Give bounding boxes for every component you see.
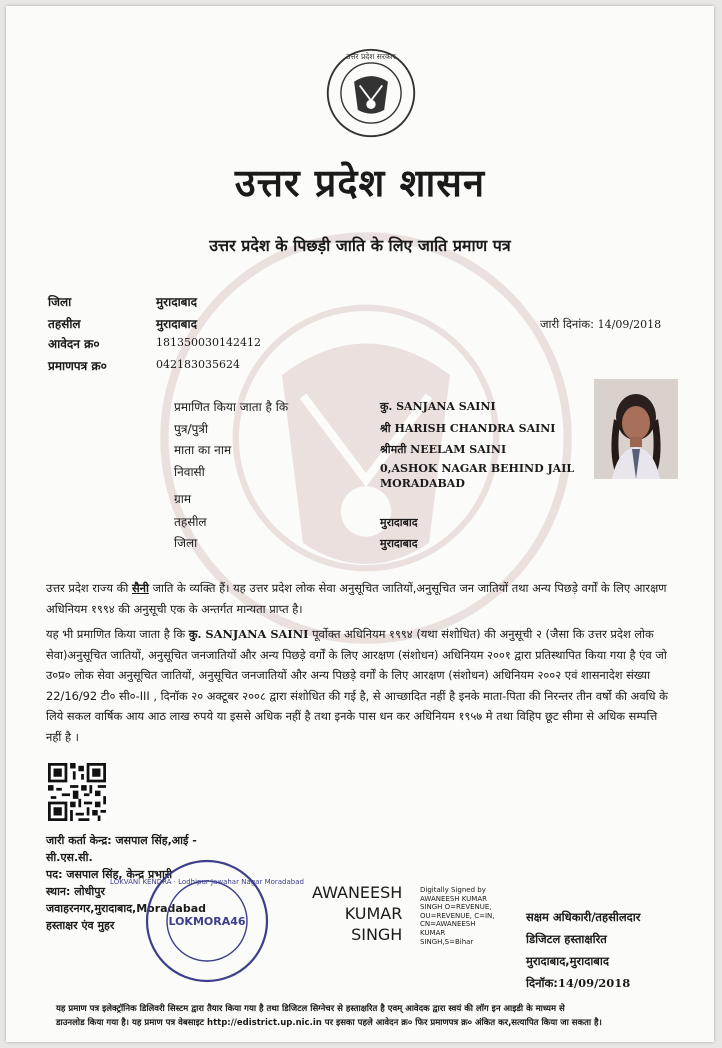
relation-label: पुत्र/पुत्री — [174, 422, 209, 436]
village-label: ग्राम — [174, 492, 192, 506]
issuer-centre-type: सी.एस.सी. — [46, 851, 93, 864]
issue-date — [540, 317, 661, 332]
applicant-name: कु. SANJANA SAINI — [380, 400, 496, 413]
digital-signature-details — [420, 886, 506, 946]
sig-detail-1: Digitally Signed by — [420, 886, 486, 894]
sig-detail-3: SINGH O=REVENUE, — [420, 903, 492, 912]
caste-name: सैनी — [131, 581, 149, 595]
authority-designation: सक्षम अधिकारी/तहसीलदार — [526, 910, 641, 924]
signer-line-1: AWANEESH — [312, 883, 403, 902]
seal-center-text: LOKMORA46 — [168, 915, 246, 928]
resident-label: निवासी — [174, 465, 205, 479]
digital-signer-name — [312, 882, 402, 945]
sig-detail-4: OU=REVENUE, C=IN, — [420, 911, 495, 920]
sig-detail-7: SINGH,S=Bihar — [420, 937, 474, 946]
certification-paragraph — [46, 624, 671, 747]
certificate-page — [6, 6, 714, 1042]
person-district-label: जिला — [174, 536, 198, 550]
tehsil-value: मुरादाबाद — [156, 317, 198, 331]
para1-text-a: उत्तर प्रदेश राज्य की — [46, 581, 132, 595]
mother-name: श्रीमती NEELAM SAINI — [380, 443, 507, 456]
person-tehsil-label: तहसील — [174, 515, 207, 529]
tehsil-label: तहसील — [48, 317, 81, 331]
seal-ring-text: LOKVANI KENDRA · Lodhipur Jawahar Nagar Moradabad — [110, 878, 304, 886]
person-district-value: मुरादाबाद — [380, 537, 418, 550]
certificate-number-label: प्रमाणपत्र क्र० — [48, 359, 107, 373]
application-label: आवेदन क्र० — [48, 337, 100, 351]
para2-text-b: पूर्वोक्त अधिनियम १९९४ (यथा संशोधित) की अनुसूची २ (जैसा कि उत्तर प्रदेश लोक सेवा)अनुसूचित जातियों, अनुसूचित जनजातियों और अन्य पिछड़े वर्गों के लिए आरक्षण (संशोधन) अधिनियम २००१ द्वारा प्रतिस्थापित किया गया है एंव जो उ०प्र० लोक सेवा अनुसूचित जातियों, अनुसूचित जनजातियों और अन्य पिछड़े वर्गों के लिए आरक्षण (संशोधन) अधिनियम २००२ एवं शासनादेश संख्या 22/16/92 टी० सी०-III , दिनॉक २० अक्टूबर २००८ द्वारा संशोधित की गई है, से आच्छादित नहीं है इनके माता-पिता की निरन्तर तीन वर्षो की अवधि के लिये सकल वार्षिक आय आठ लाख रुपये या इससे अधिक नहीं है तथा इनके पास धन कर अधिनियम १९५७ मे तथा विहिप छूट सीमा से अधिक सम्पत्ति नहीं है । — [46, 627, 668, 744]
emblem-text: उत्तर प्रदेश सरकार — [346, 52, 396, 62]
issue-date-value: 14/09/2018 — [597, 318, 662, 331]
certified-label: प्रमाणित किया जाता है कि — [174, 400, 289, 414]
issuer-place: स्थान: लोधीपुर — [46, 885, 105, 898]
authority-date — [526, 972, 640, 994]
applicant-photo-image — [594, 379, 678, 479]
caste-recognition-paragraph — [46, 578, 671, 619]
father-name: श्री HARISH CHANDRA SAINI — [380, 422, 556, 435]
up-emblem-icon — [324, 46, 418, 140]
page-title: उत्तर प्रदेश शासन — [234, 161, 486, 205]
footer-line-2: डाउनलोड किया गया है। यह प्रमाण पत्र वेबसाइट http://edistrict.up.nic.in पर इसका पहले आवेदन क्र० फिर प्रमाणपत्र क्र० अंकित कर,सत्यापित किया जा सकता है। — [56, 1018, 602, 1028]
district-label: जिला — [48, 295, 72, 309]
district-value: मुरादाबाद — [156, 295, 198, 309]
authority-date-label: दिनॉक: — [526, 976, 558, 990]
mother-label: माता का नाम — [174, 443, 232, 457]
issuer-address: जवाहरनगर,मुरादाबाद,Moradabad — [46, 902, 207, 915]
issue-date-label: जारी दिनांक: — [540, 317, 595, 331]
sig-detail-6: KUMAR — [420, 928, 446, 937]
issuer-signature-label: हस्ताक्षर एंव मुहर — [46, 919, 115, 932]
applicant-photo — [594, 379, 678, 479]
resident-address — [380, 461, 574, 491]
para2-applicant-name: कु. SANJANA SAINI — [188, 627, 309, 641]
authority-location: मुरादाबाद,मुरादाबाद — [526, 954, 609, 968]
authority-block — [526, 906, 640, 994]
signer-line-3: SINGH — [351, 925, 403, 944]
sig-detail-5: CN=AWANEESH — [420, 920, 476, 929]
issuer-post: पद: जसपाल सिंह, केन्द्र प्रभारी — [46, 868, 173, 881]
issuer-centre: जारी कर्ता केन्द्र: जसपाल सिंह,आई - — [46, 834, 197, 847]
footer-note — [56, 1002, 676, 1030]
address-line-1: 0,ASHOK NAGAR BEHIND JAIL — [380, 462, 575, 475]
para1-text-b: जाति के व्यक्ति हैं। यह उत्तर प्रदेश लोक सेवा अनुसूचित जातियों,अनुसूचित जन जातियों तथा अन्य पिछड़े वर्गों के लिए आरक्षण अधिनियम १९९४ की अनुसूची एक के अन्तर्गत मान्यता प्राप्त है। — [46, 581, 667, 616]
address-line-2: MORADABAD — [380, 477, 465, 490]
qr-code-icon — [48, 763, 106, 821]
sig-detail-2: AWANEESH KUMAR — [420, 894, 487, 903]
certificate-subtitle: उत्तर प्रदेश के पिछड़ी जाति के लिए जाति प्रमाण पत्र — [209, 236, 511, 255]
authority-signed-label: डिजिटल हस्ताक्षरित — [526, 932, 607, 946]
para2-text-a: यह भी प्रमाणित किया जाता है कि — [46, 627, 189, 641]
footer-line-1: यह प्रमाण पत्र इलेक्ट्रॉनिक डिलिवरी सिस्टम द्वारा तैयार किया गया है तथा डिजिटल सिग्नेचर से हस्ताक्षरित है एवम् आवेदक द्वारा स्वयं की लॉग इन आइडी के माध्यम से — [56, 1004, 565, 1014]
certificate-number: 042183035624 — [156, 358, 240, 371]
authority-date-value: 14/09/2018 — [557, 976, 631, 990]
signer-line-2: KUMAR — [344, 904, 403, 923]
person-tehsil-value: मुरादाबाद — [380, 516, 418, 529]
application-number: 181350030142412 — [156, 336, 261, 349]
